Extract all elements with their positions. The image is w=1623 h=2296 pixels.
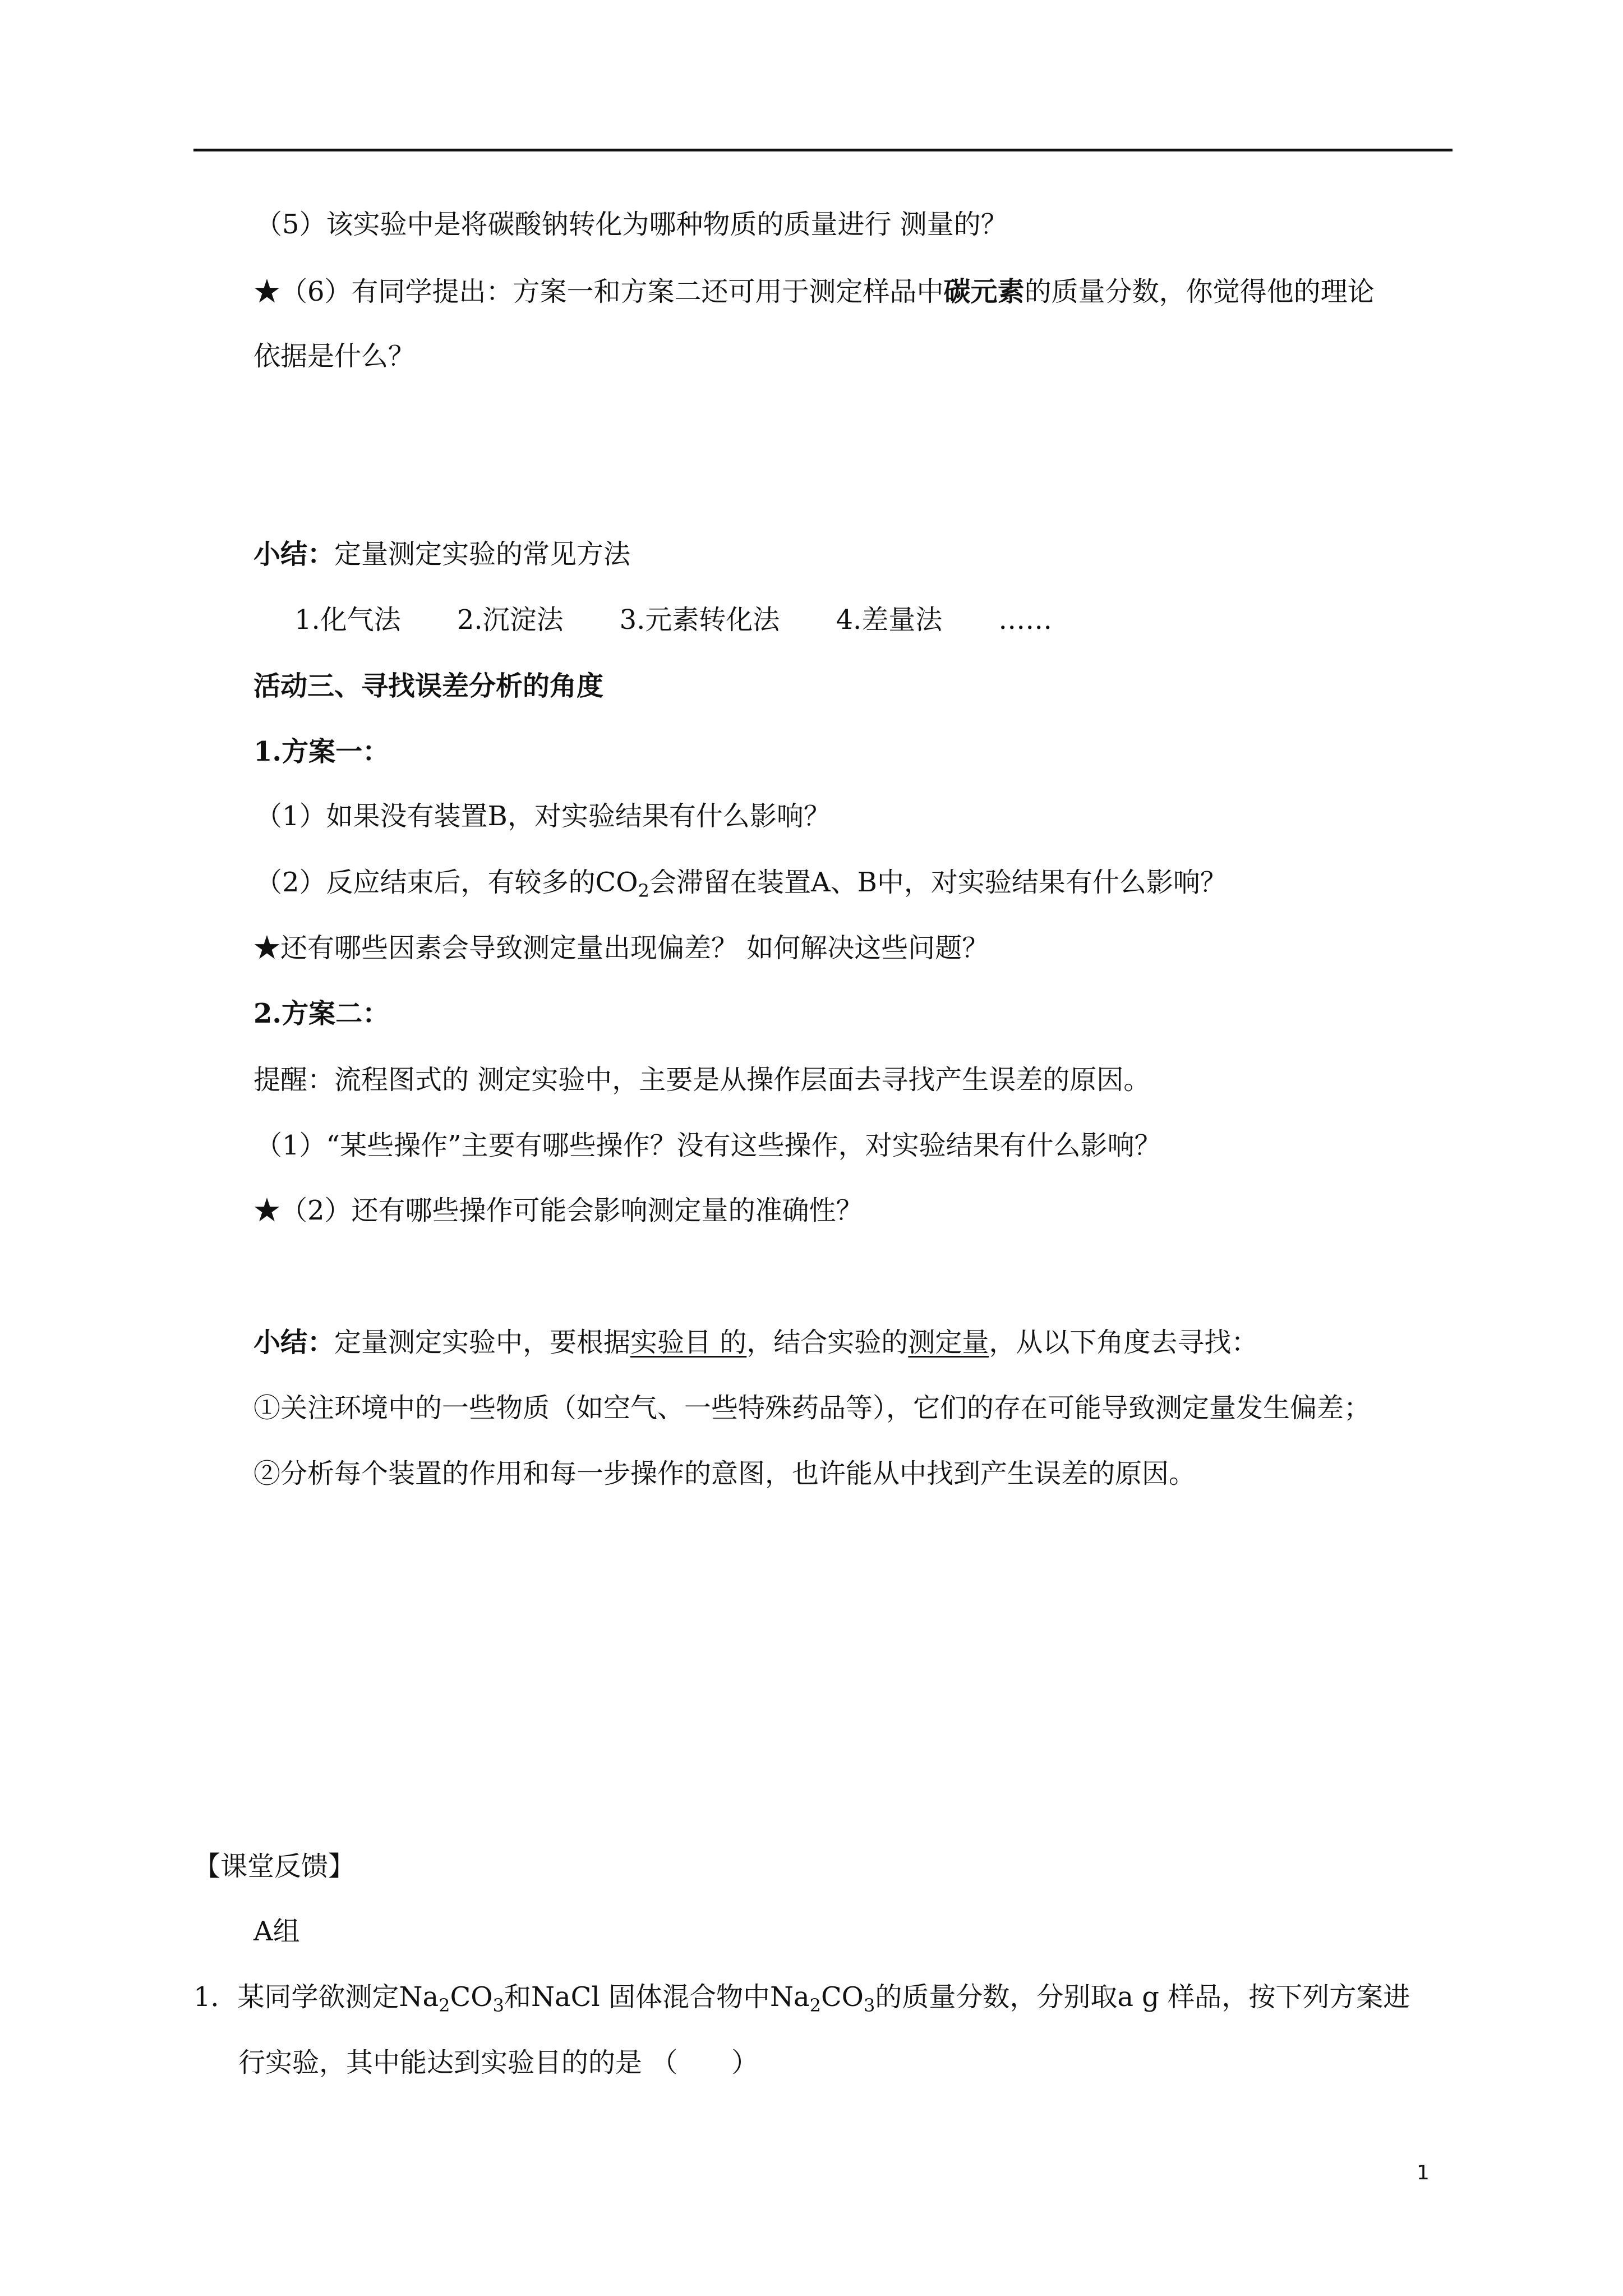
method-item: 1.化气法 [294, 604, 401, 636]
question-6-line2: 依据是什么？ [253, 341, 416, 372]
plan-2-tip: 提醒：流程图式的 测定实验中，主要是从操作层面去寻找产生误差的原因。 [253, 1064, 1151, 1096]
summary-2: 小结：定量测定实验中，要根据实验目 的，结合实验的测定量，从以下角度去寻找： [253, 1327, 1258, 1358]
method-item: 2.沉淀法 [457, 604, 564, 636]
plan-1-question-1: （1）如果没有装置B，对实验结果有什么影响？ [255, 800, 831, 832]
plan-1-question-2: （2）反应结束后，有较多的$CO_2$会滞留在装置A、B中，对实验结果有什么影响？ [255, 867, 1227, 901]
feedback-question-1-line2: 行实验，其中能达到实验目的的是 （ ） [238, 2047, 759, 2078]
plan-2-title: 2.方案二： [253, 998, 390, 1029]
methods-list [294, 603, 1052, 637]
question-5: （5）该实验中是将碳酸钠转化为哪种物质的质量进行 测量的？ [255, 209, 1008, 240]
summary-1: 小结：定量测定实验的常见方法 [253, 539, 631, 570]
summary-2-point-2: ②分析每个装置的作用和每一步操作的意图，也许能从中找到产生误差的原因。 [253, 1458, 1196, 1489]
method-item: 4.差量法 [836, 604, 943, 636]
group-a-label: A组 [253, 1916, 300, 1947]
feedback-title: 【课堂反馈】 [193, 1851, 356, 1882]
page-number: 1 [1417, 2161, 1430, 2184]
method-item: …… [998, 604, 1053, 636]
plan-1-star-question: ★还有哪些因素会导致测定量出现偏差？ 如何解决这些问题？ [253, 932, 989, 964]
activity-3-title: 活动三、寻找误差分析的角度 [253, 670, 604, 702]
plan-2-question-1: （1）“某些操作”主要有哪些操作？没有这些操作，对实验结果有什么影响？ [255, 1130, 1161, 1161]
summary-2-point-1: ①关注环境中的一些物质（如空气、一些特殊药品等），它们的存在可能导致测定量发生偏差； [253, 1392, 1371, 1424]
header-rule [193, 149, 1453, 151]
plan-1-title: 1.方案一： [253, 736, 390, 767]
feedback-question-1: 1．某同学欲测定$Na_2CO_3$和NaCl 固体混合物中$Na_2CO_3$的质量分数，分别取a g 样品，按下列方案进 [193, 1981, 1410, 2016]
plan-2-question-2: ★（2）还有哪些操作可能会影响测定量的准确性？ [253, 1195, 863, 1226]
question-6: ★（6）有同学提出：方案一和方案二还可用于测定样品中碳元素的质量分数，你觉得他的理论 [253, 276, 1375, 307]
method-item: 3.元素转化法 [619, 604, 780, 636]
